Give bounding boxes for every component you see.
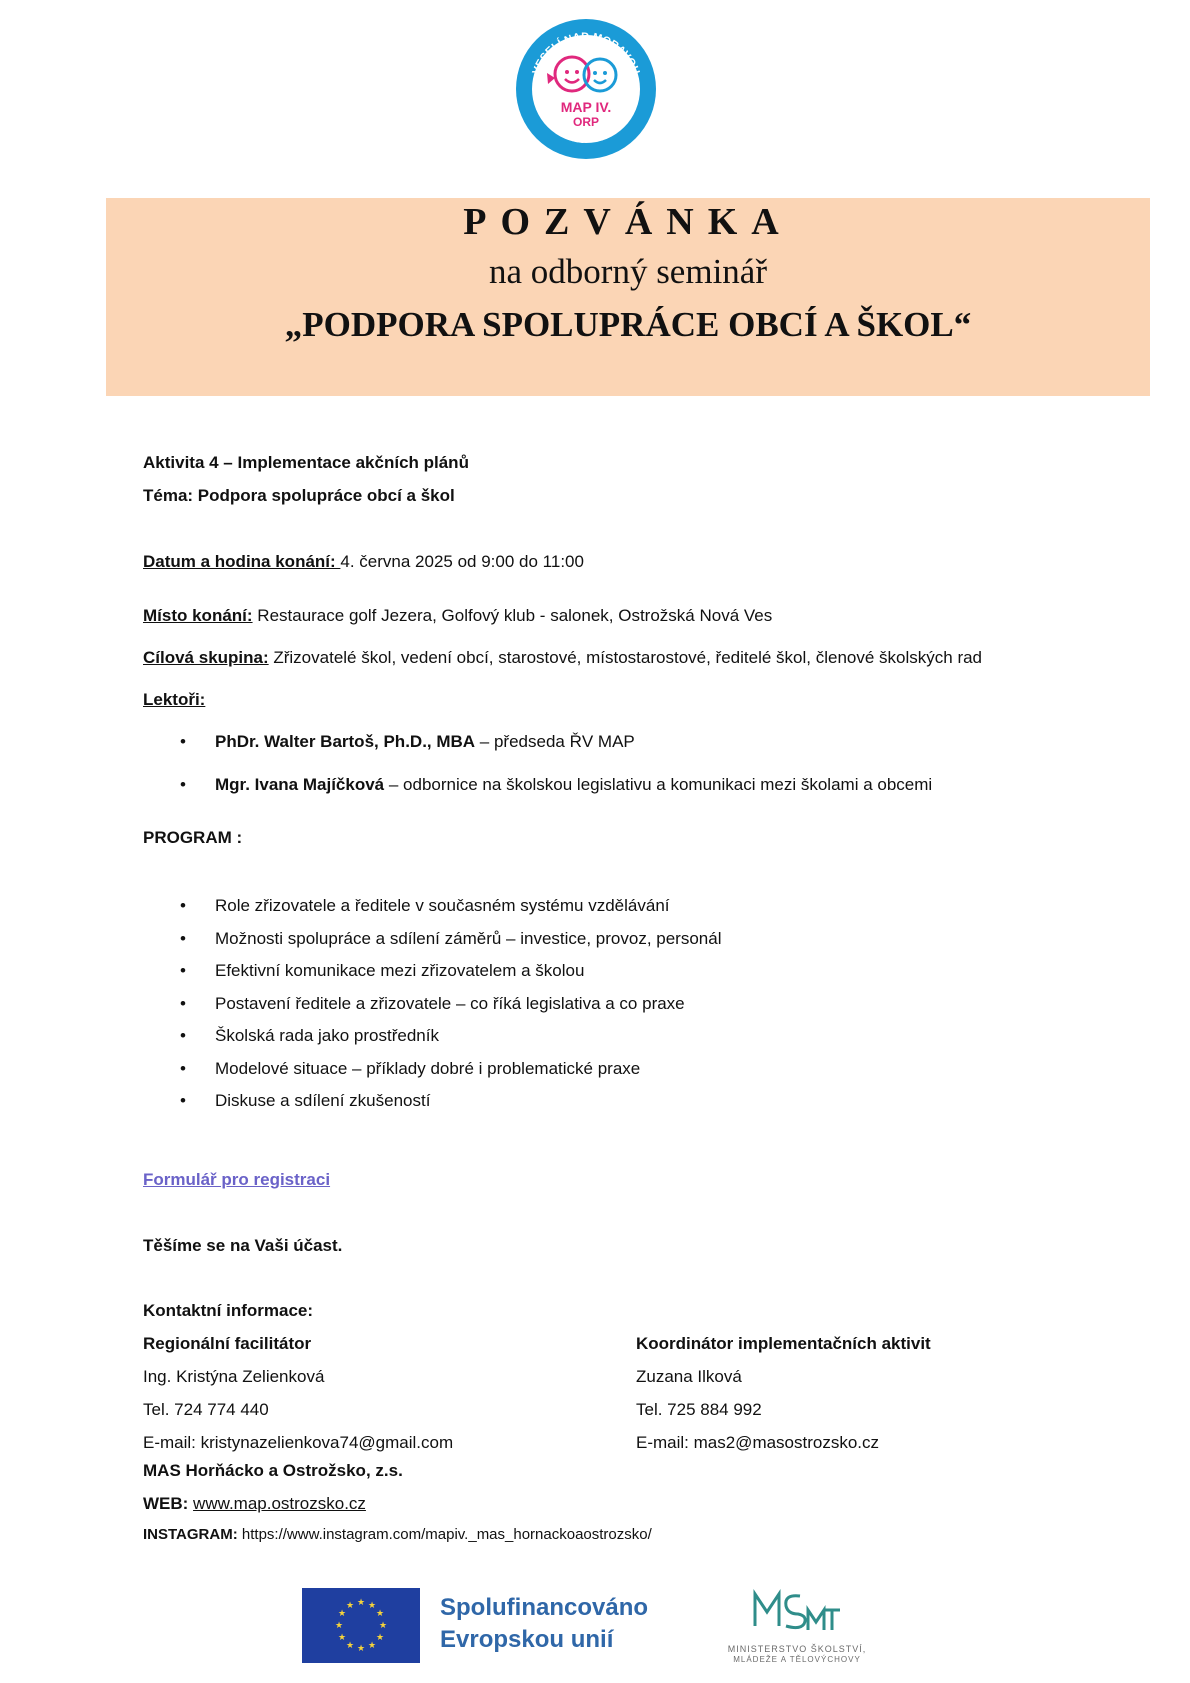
left-contact-title: Regionální facilitátor bbox=[143, 1334, 312, 1353]
svg-text:★: ★ bbox=[378, 1621, 388, 1631]
date-value: 4. června 2025 od 9:00 do 11:00 bbox=[340, 552, 584, 571]
date-row bbox=[143, 551, 584, 573]
msmt-mark-icon bbox=[755, 1594, 840, 1630]
list-item: • Postavení ředitele a zřizovatele – co říká legislativa a co praxe bbox=[180, 993, 721, 1015]
msmt-line1: MINISTERSTVO ŠKOLSTVÍ, bbox=[727, 1644, 867, 1654]
logo-arc-text: VESELÍ NAD MORAVOU bbox=[530, 30, 642, 77]
title-band bbox=[106, 198, 1150, 396]
closing-text: Těšíme se na Vaši účast. bbox=[143, 1236, 343, 1255]
svg-text:★: ★ bbox=[367, 1641, 377, 1651]
registration-link[interactable]: Formulář pro registraci bbox=[143, 1170, 331, 1189]
list-item: • Modelové situace – příklady dobré i problematické praxe bbox=[180, 1058, 721, 1080]
eu-flag-icon bbox=[302, 1588, 420, 1663]
right-contact-phone: Tel. 725 884 992 bbox=[636, 1400, 762, 1419]
registration-row bbox=[143, 1169, 330, 1191]
list-item: • Možnosti spolupráce a sdílení záměrů – investice, provoz, personál bbox=[180, 928, 721, 950]
map-logo bbox=[515, 18, 657, 160]
invitation-title: POZVÁNKA bbox=[463, 201, 793, 243]
organization-name: MAS Horňácko a Ostrožsko, z.s. bbox=[143, 1461, 403, 1480]
lecturers-list bbox=[180, 731, 932, 796]
list-item: • Efektivní komunikace mezi zřizovatelem a školou bbox=[180, 960, 721, 982]
web-row: WEB: www.map.ostrozsko.cz bbox=[143, 1494, 366, 1513]
logo-title: MAP IV. bbox=[560, 99, 612, 115]
activity-line: Aktivita 4 – Implementace akčních plánů bbox=[143, 453, 469, 472]
target-value: Zřizovatelé škol, vedení obcí, starostové, místostarostové, ředitelé škol, členové školských rad bbox=[268, 648, 983, 667]
place-row bbox=[143, 605, 772, 627]
contacts-heading: Kontaktní informace: bbox=[143, 1301, 314, 1320]
seminar-title: „PODPORA SPOLUPRÁCE OBCÍ A ŠKOL“ bbox=[284, 305, 972, 344]
msmt-logo bbox=[712, 1586, 882, 1666]
svg-text:★: ★ bbox=[375, 1633, 385, 1643]
list-item: • Role zřizovatele a ředitele v současném systému vzdělávání bbox=[180, 895, 721, 917]
right-contact-email: E-mail: mas2@masostrozsko.cz bbox=[636, 1433, 880, 1452]
svg-text:★: ★ bbox=[337, 1609, 347, 1619]
list-item: • Školská rada jako prostředník bbox=[180, 1025, 721, 1047]
program-list bbox=[180, 895, 721, 1112]
instagram-row: INSTAGRAM: https://www.instagram.com/mapiv._mas_hornackoaostrozsko/ bbox=[143, 1526, 652, 1543]
svg-text:★: ★ bbox=[345, 1641, 355, 1651]
date-label: Datum a hodina konání: bbox=[143, 552, 341, 571]
list-item: • Mgr. Ivana Majíčková – odbornice na školskou legislativu a komunikaci mezi školami a obcemi bbox=[180, 774, 932, 796]
invitation-subtitle: na odborný seminář bbox=[489, 252, 767, 291]
left-contact-email: E-mail: kristynazelienkova74@gmail.com bbox=[143, 1433, 454, 1452]
place-value: Restaurace golf Jezera, Golfový klub - salonek, Ostrožská Nová Ves bbox=[252, 606, 773, 625]
lecturers-label: Lektoři: bbox=[143, 690, 206, 709]
left-contact-phone: Tel. 724 774 440 bbox=[143, 1400, 269, 1419]
logo-bottom-text: OSTROŽSKO – KUNOVICE bbox=[535, 104, 637, 147]
logo-subtitle: ORP bbox=[572, 115, 600, 129]
svg-text:★: ★ bbox=[337, 1633, 347, 1643]
svg-text:★: ★ bbox=[356, 1598, 366, 1608]
target-row bbox=[143, 647, 982, 669]
target-label: Cílová skupina: bbox=[143, 648, 269, 667]
right-contact-title: Koordinátor implementačních aktivit bbox=[636, 1334, 931, 1353]
svg-text:★: ★ bbox=[367, 1601, 377, 1611]
msmt-line2: MLÁDEŽE A TĚLOVÝCHOVY bbox=[733, 1655, 861, 1664]
list-item: • PhDr. Walter Bartoš, Ph.D., MBA – předseda ŘV MAP bbox=[180, 731, 932, 753]
eu-cofinanced-text: Spolufinancováno Evropskou unií bbox=[440, 1594, 649, 1653]
web-link[interactable]: www.map.ostrozsko.cz bbox=[193, 1494, 366, 1513]
right-contact-name: Zuzana Ilková bbox=[636, 1367, 742, 1386]
theme-line: Téma: Podpora spolupráce obcí a škol bbox=[143, 486, 455, 505]
svg-text:★: ★ bbox=[345, 1601, 355, 1611]
svg-text:★: ★ bbox=[334, 1621, 344, 1631]
svg-text:★: ★ bbox=[356, 1644, 366, 1654]
instagram-url: https://www.instagram.com/mapiv._mas_hornackoaostrozsko/ bbox=[241, 1526, 652, 1543]
program-heading: PROGRAM : bbox=[143, 828, 243, 847]
left-contact-name: Ing. Kristýna Zelienková bbox=[143, 1367, 325, 1386]
place-label: Místo konání: bbox=[143, 606, 253, 625]
list-item: • Diskuse a sdílení zkušeností bbox=[180, 1090, 721, 1112]
svg-text:★: ★ bbox=[375, 1609, 385, 1619]
